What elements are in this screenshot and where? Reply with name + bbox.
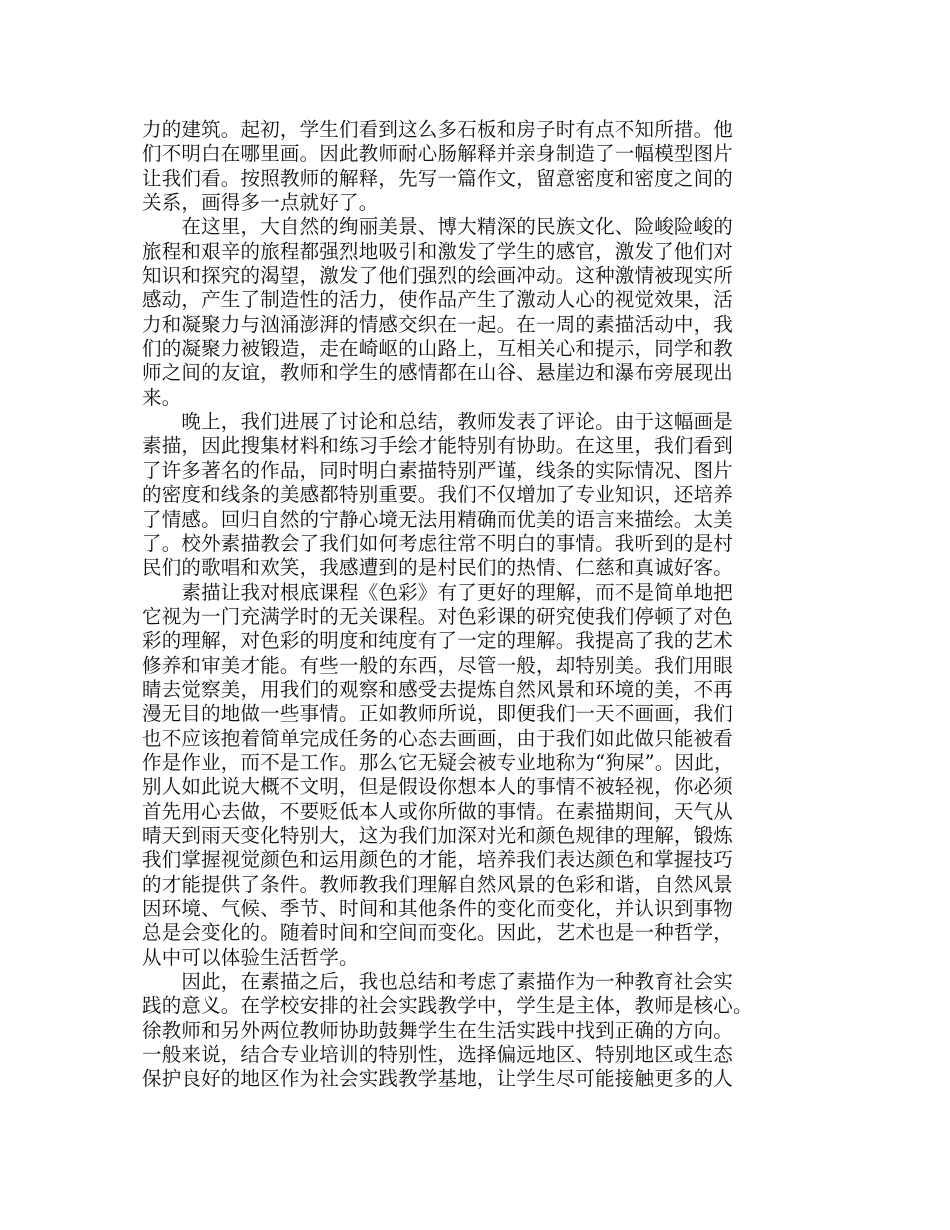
text-line: 了。校外素描教会了我们如何考虑往常不明白的事情。我听到的是村	[142, 531, 734, 555]
text-line: 它视为一门充满学时的无关课程。对色彩课的研究使我们停顿了对色	[142, 604, 734, 628]
text-line: 感动，产生了制造性的活力，使作品产生了激动人心的视觉效果，活	[142, 288, 734, 312]
text-line: 保护良好的地区作为社会实践教学基地，让学生尽可能接触更多的人	[142, 1067, 734, 1091]
text-line: 作是作业，而不是工作。那么它无疑会被专业地称为“狗屎”。因此，	[142, 750, 734, 774]
text-line: 来。	[142, 385, 182, 409]
text-line: 彩的理解，对色彩的明度和纯度有了一定的理解。我提高了我的艺术	[142, 629, 734, 653]
text-line: 了许多著名的作品，同时明白素描特别严谨，线条的实际情况、图片	[142, 458, 734, 482]
document-body	[142, 118, 812, 1092]
text-line: 因环境、气候、季节、时间和其他条件的变化而变化，并认识到事物	[142, 897, 734, 920]
text-line: 知识和探究的渴望，激发了他们强烈的绘画冲动。这种激情被现实所	[142, 264, 734, 288]
text-line: 晚上，我们进展了讨论和总结，教师发表了评论。由于这幅画是	[142, 410, 734, 434]
text-line: 总是会变化的。随着时间和空间而变化。因此，艺术也是一种哲学，	[142, 921, 734, 945]
text-line: 别人如此说大概不文明，但是假设你想本人的事情不被轻视，你必须	[142, 775, 734, 799]
text-line: 漫无目的地做一些事情。正如教师所说，即便我们一天不画画，我们	[142, 702, 734, 726]
text-line: 在这里，大自然的绚丽美景、博大精深的民族文化、险峻险峻的	[142, 215, 734, 239]
text-line: 关系，画得多一点就好了。	[142, 191, 379, 215]
text-line: 师之间的友谊，教师和学生的感情都在山谷、悬崖边和瀑布旁展现出	[142, 361, 734, 385]
text-line: 睛去觉察美，用我们的观察和感受去提炼自然风景和环境的美，不再	[142, 677, 734, 701]
text-line: 民们的歌唱和欢笑，我感遭到的是村民们的热情、仁慈和真诚好客。	[142, 556, 734, 580]
text-line: 徐教师和另外两位教师协助鼓舞学生在生活实践中找到正确的方向。	[142, 1018, 734, 1042]
text-line: 素描让我对根底课程《色彩》有了更好的理解，而不是简单地把	[142, 580, 734, 604]
text-line: 素描，因此搜集材料和练习手绘才能特别有协助。在这里，我们看到	[142, 434, 734, 458]
text-line: 旅程和艰辛的旅程都强烈地吸引和激发了学生的感官，激发了他们对	[142, 239, 734, 263]
text-line: 力和凝聚力与汹涌澎湃的情感交织在一起。在一周的素描活动中，我	[142, 312, 734, 336]
text-line: 的才能提供了条件。教师教我们理解自然风景的色彩和谐，自然风景	[142, 872, 734, 896]
text-line: 让我们看。按照教师的解释，先写一篇作文，留意密度和密度之间的	[142, 166, 734, 190]
text-line: 修养和审美才能。有些一般的东西，尽管一般，却特别美。我们用眼	[142, 653, 734, 677]
text-line: 的密度和线条的美感都特别重要。我们不仅增加了专业知识，还培养	[142, 483, 734, 507]
text-line: 们的凝聚力被锻造，走在崎岖的山路上，互相关心和提示，同学和教	[142, 337, 734, 361]
text-line: 们不明白在哪里画。因此教师耐心肠解释并亲身制造了一幅模型图片	[142, 142, 734, 166]
text-line: 从中可以体验生活哲学。	[142, 945, 359, 969]
text-line: 力的建筑。起初，学生们看到这么多石板和房子时有点不知所措。他	[142, 118, 734, 141]
text-line: 了情感。回归自然的宁静心境无法用精确而优美的语言来描绘。太美	[142, 507, 734, 531]
text-line: 因此，在素描之后，我也总结和考虑了素描作为一种教育社会实	[142, 970, 734, 994]
text-line: 我们掌握视觉颜色和运用颜色的才能，培养我们表达颜色和掌握技巧	[142, 848, 734, 872]
text-line: 也不应该抱着简单完成任务的心态去画画，由于我们如此做只能被看	[142, 726, 734, 750]
text-line: 首先用心去做，不要贬低本人或你所做的事情。在素描期间，天气从	[142, 799, 734, 823]
text-line: 践的意义。在学校安排的社会实践教学中，学生是主体，教师是核心。	[142, 994, 753, 1018]
text-line: 一般来说，结合专业培训的特别性，选择偏远地区、特别地区或生态	[142, 1043, 734, 1067]
text-line: 晴天到雨天变化特别大，这为我们加深对光和颜色规律的理解，锻炼	[142, 823, 734, 847]
